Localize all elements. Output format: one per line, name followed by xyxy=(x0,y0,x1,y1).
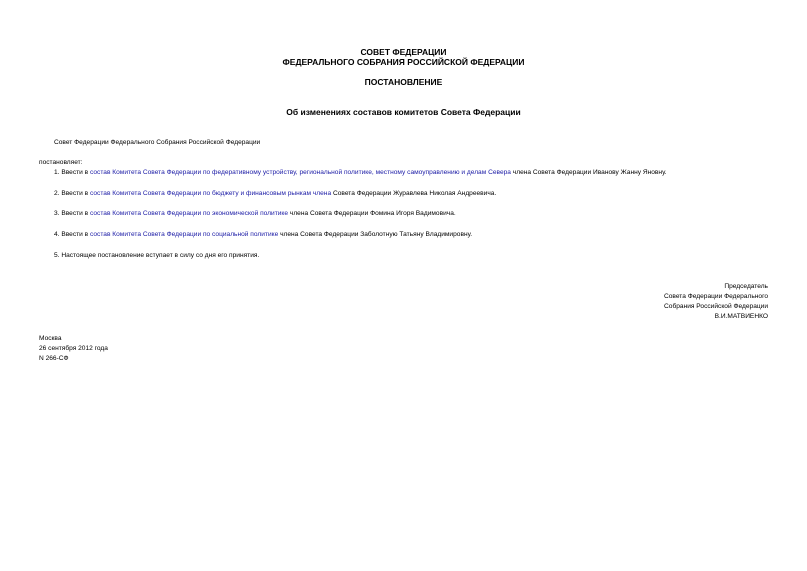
footer-number: N 266-СФ xyxy=(39,355,69,362)
committee-link-economic[interactable]: состав Комитета Совета Федерации по экономической политике xyxy=(90,210,289,217)
footer-city: Москва xyxy=(39,335,62,342)
list-item-3 xyxy=(54,210,456,218)
list-item-4 xyxy=(54,231,472,239)
org-name-line1: СОВЕТ ФЕДЕРАЦИИ xyxy=(360,47,447,57)
item-2-suffix: Совета Федерации Журавлева Николая Андреевича. xyxy=(331,190,497,197)
item-4-prefix: 4. Ввести в xyxy=(54,231,90,238)
item-2-prefix: 2. Ввести в xyxy=(54,190,90,197)
committee-link-budget[interactable]: состав Комитета Совета Федерации по бюджету и финансовым рынкам члена xyxy=(90,190,332,197)
item-4-suffix: члена Совета Федерации Заболотную Татьяну Владимировну. xyxy=(278,231,473,238)
list-item-2 xyxy=(54,190,496,198)
list-item-1 xyxy=(54,169,667,177)
document-title: Об изменениях составов комитетов Совета Федерации xyxy=(286,107,521,117)
item-1-prefix: 1. Ввести в xyxy=(54,169,90,176)
document-type: ПОСТАНОВЛЕНИЕ xyxy=(364,77,443,87)
resolves-label: постановляет: xyxy=(39,159,83,166)
signature-org-line2: Собрания Российской Федерации xyxy=(664,303,768,310)
committee-link-federative[interactable]: состав Комитета Совета Федерации по федеративному устройству, региональной политике, местному самоуправлению и делам Севера xyxy=(90,169,511,176)
item-1-suffix: члена Совета Федерации Иванову Жанну Яновну. xyxy=(510,169,667,176)
preamble: Совет Федерации Федерального Собрания Российской Федерации xyxy=(54,139,261,146)
org-name-line2: ФЕДЕРАЛЬНОГО СОБРАНИЯ РОССИЙСКОЙ ФЕДЕРАЦИИ xyxy=(282,57,525,67)
signature-name: В.И.МАТВИЕНКО xyxy=(714,313,768,320)
item-3-prefix: 3. Ввести в xyxy=(54,210,90,217)
signature-position: Председатель xyxy=(724,283,768,290)
item-3-suffix: члена Совета Федерации Фомина Игоря Вадимовича. xyxy=(288,210,456,217)
signature-org-line1: Совета Федерации Федерального xyxy=(663,293,768,300)
list-item-5: 5. Настоящее постановление вступает в силу со дня его принятия. xyxy=(54,252,260,259)
committee-link-social[interactable]: состав Комитета Совета Федерации по социальной политике xyxy=(90,231,279,238)
footer-date: 26 сентября 2012 года xyxy=(39,345,108,352)
